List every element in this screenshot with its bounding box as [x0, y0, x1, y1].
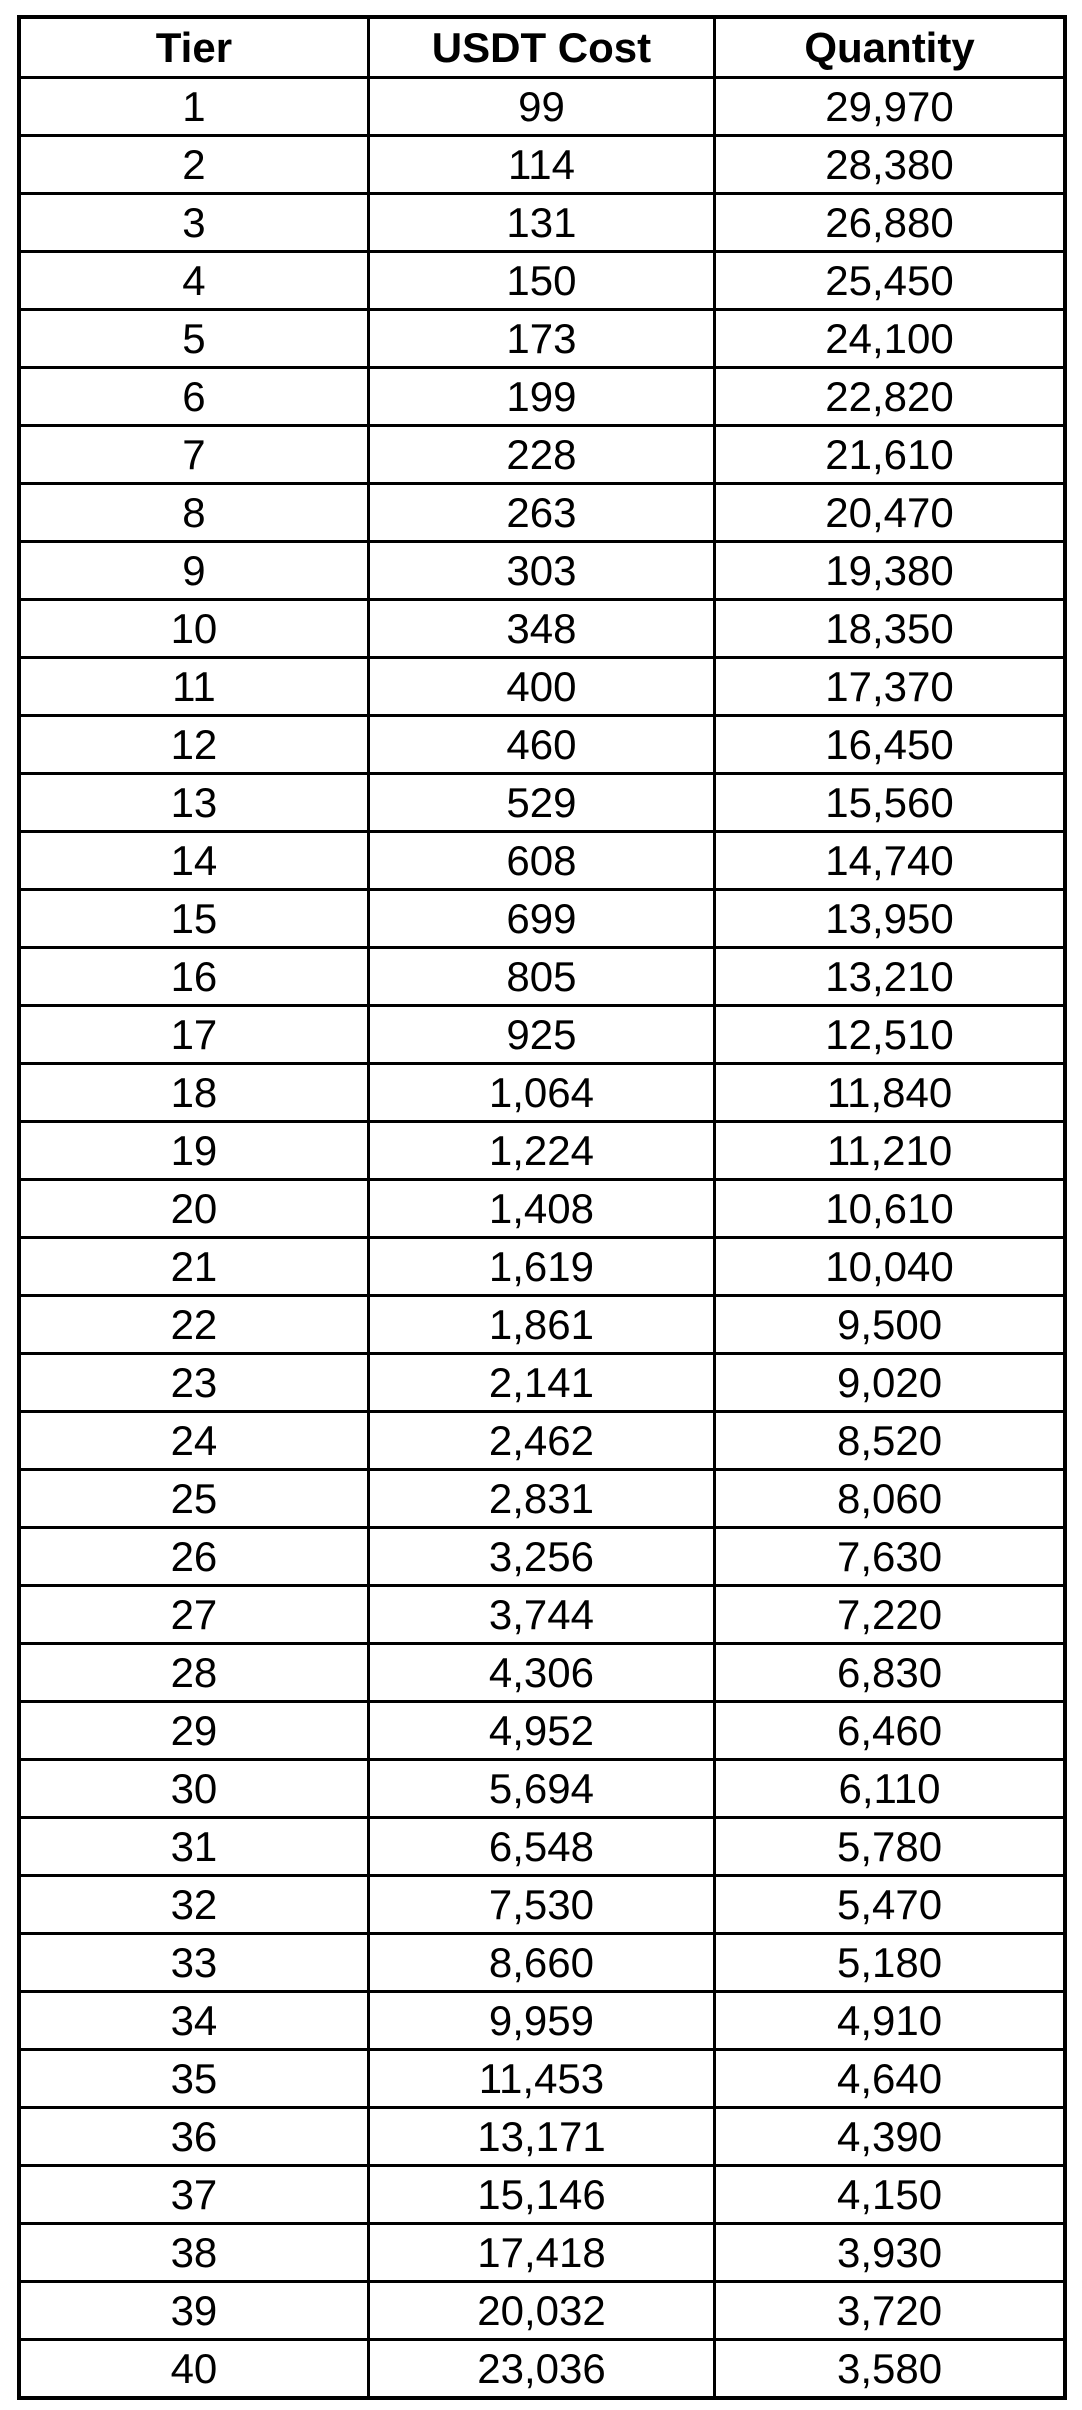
quantity-cell: 7,630 — [715, 1528, 1065, 1586]
table-row — [19, 1818, 1065, 1876]
tier-cell: 31 — [19, 1818, 368, 1876]
table-row — [19, 484, 1065, 542]
quantity-cell: 4,640 — [715, 2050, 1065, 2108]
quantity-cell: 4,910 — [715, 1992, 1065, 2050]
table-row — [19, 948, 1065, 1006]
table-row — [19, 2050, 1065, 2108]
usdt-cost-cell: 5,694 — [368, 1760, 714, 1818]
table-row — [19, 1992, 1065, 2050]
usdt-cost-cell: 131 — [368, 194, 714, 252]
tier-cell: 3 — [19, 194, 368, 252]
usdt-cost-cell: 17,418 — [368, 2224, 714, 2282]
tier-cell: 30 — [19, 1760, 368, 1818]
quantity-cell: 5,180 — [715, 1934, 1065, 1992]
table-row — [19, 1006, 1065, 1064]
quantity-cell: 9,500 — [715, 1296, 1065, 1354]
quantity-cell: 10,040 — [715, 1238, 1065, 1296]
usdt-cost-cell: 2,831 — [368, 1470, 714, 1528]
quantity-cell: 15,560 — [715, 774, 1065, 832]
quantity-cell: 4,390 — [715, 2108, 1065, 2166]
tier-cell: 28 — [19, 1644, 368, 1702]
tier-cell: 39 — [19, 2282, 368, 2340]
table-row — [19, 1644, 1065, 1702]
usdt-cost-cell: 699 — [368, 890, 714, 948]
table-row — [19, 1470, 1065, 1528]
quantity-cell: 10,610 — [715, 1180, 1065, 1238]
quantity-cell: 9,020 — [715, 1354, 1065, 1412]
quantity-cell: 21,610 — [715, 426, 1065, 484]
usdt-cost-cell: 99 — [368, 78, 714, 136]
usdt-cost-cell: 1,861 — [368, 1296, 714, 1354]
quantity-cell: 5,470 — [715, 1876, 1065, 1934]
usdt-cost-cell: 173 — [368, 310, 714, 368]
table-row — [19, 1586, 1065, 1644]
tier-cell: 8 — [19, 484, 368, 542]
table-row — [19, 194, 1065, 252]
tier-cell: 17 — [19, 1006, 368, 1064]
quantity-cell: 5,780 — [715, 1818, 1065, 1876]
table-row — [19, 716, 1065, 774]
tier-cell: 18 — [19, 1064, 368, 1122]
usdt-cost-cell: 805 — [368, 948, 714, 1006]
table-row — [19, 658, 1065, 716]
usdt-cost-cell: 6,548 — [368, 1818, 714, 1876]
tier-cell: 29 — [19, 1702, 368, 1760]
usdt-cost-cell: 460 — [368, 716, 714, 774]
tier-cell: 19 — [19, 1122, 368, 1180]
tier-cell: 27 — [19, 1586, 368, 1644]
tier-cell: 1 — [19, 78, 368, 136]
header-row — [19, 17, 1065, 78]
tier-cell: 38 — [19, 2224, 368, 2282]
tier-cell: 24 — [19, 1412, 368, 1470]
tier-cell: 10 — [19, 600, 368, 658]
table-row — [19, 1528, 1065, 1586]
table-row — [19, 136, 1065, 194]
quantity-cell: 3,580 — [715, 2340, 1065, 2399]
usdt-cost-cell: 925 — [368, 1006, 714, 1064]
table-body — [19, 78, 1065, 2399]
table-row — [19, 1876, 1065, 1934]
tier-cell: 35 — [19, 2050, 368, 2108]
quantity-cell: 24,100 — [715, 310, 1065, 368]
usdt-cost-cell: 13,171 — [368, 2108, 714, 2166]
tier-cell: 23 — [19, 1354, 368, 1412]
usdt-cost-cell: 1,064 — [368, 1064, 714, 1122]
usdt-cost-cell: 228 — [368, 426, 714, 484]
table-row — [19, 1238, 1065, 1296]
usdt-cost-cell: 4,306 — [368, 1644, 714, 1702]
quantity-cell: 19,380 — [715, 542, 1065, 600]
table-row — [19, 2282, 1065, 2340]
table-row — [19, 426, 1065, 484]
col-header-quantity: Quantity — [715, 17, 1065, 78]
table-row — [19, 832, 1065, 890]
usdt-cost-cell: 114 — [368, 136, 714, 194]
tier-cell: 25 — [19, 1470, 368, 1528]
quantity-cell: 16,450 — [715, 716, 1065, 774]
quantity-cell: 6,830 — [715, 1644, 1065, 1702]
tier-cell: 5 — [19, 310, 368, 368]
quantity-cell: 3,930 — [715, 2224, 1065, 2282]
table-row — [19, 1296, 1065, 1354]
quantity-cell: 6,110 — [715, 1760, 1065, 1818]
tier-cell: 6 — [19, 368, 368, 426]
usdt-cost-cell: 263 — [368, 484, 714, 542]
tier-pricing-table — [17, 15, 1067, 2400]
tier-cell: 12 — [19, 716, 368, 774]
tier-cell: 2 — [19, 136, 368, 194]
usdt-cost-cell: 2,462 — [368, 1412, 714, 1470]
usdt-cost-cell: 400 — [368, 658, 714, 716]
tier-cell: 15 — [19, 890, 368, 948]
tier-cell: 36 — [19, 2108, 368, 2166]
quantity-cell: 4,150 — [715, 2166, 1065, 2224]
usdt-cost-cell: 11,453 — [368, 2050, 714, 2108]
usdt-cost-cell: 3,744 — [368, 1586, 714, 1644]
table-row — [19, 600, 1065, 658]
tier-cell: 13 — [19, 774, 368, 832]
table-row — [19, 774, 1065, 832]
quantity-cell: 28,380 — [715, 136, 1065, 194]
usdt-cost-cell: 348 — [368, 600, 714, 658]
quantity-cell: 13,210 — [715, 948, 1065, 1006]
quantity-cell: 22,820 — [715, 368, 1065, 426]
quantity-cell: 7,220 — [715, 1586, 1065, 1644]
tier-cell: 40 — [19, 2340, 368, 2399]
quantity-cell: 6,460 — [715, 1702, 1065, 1760]
quantity-cell: 3,720 — [715, 2282, 1065, 2340]
table-row — [19, 368, 1065, 426]
quantity-cell: 11,210 — [715, 1122, 1065, 1180]
table-row — [19, 252, 1065, 310]
tier-cell: 32 — [19, 1876, 368, 1934]
quantity-cell: 8,060 — [715, 1470, 1065, 1528]
table-row — [19, 1412, 1065, 1470]
usdt-cost-cell: 23,036 — [368, 2340, 714, 2399]
usdt-cost-cell: 15,146 — [368, 2166, 714, 2224]
table-row — [19, 1760, 1065, 1818]
usdt-cost-cell: 150 — [368, 252, 714, 310]
table-row — [19, 1354, 1065, 1412]
quantity-cell: 11,840 — [715, 1064, 1065, 1122]
quantity-cell: 13,950 — [715, 890, 1065, 948]
tier-cell: 22 — [19, 1296, 368, 1354]
table-row — [19, 1934, 1065, 1992]
col-header-tier: Tier — [19, 17, 368, 78]
usdt-cost-cell: 7,530 — [368, 1876, 714, 1934]
tier-cell: 33 — [19, 1934, 368, 1992]
table-row — [19, 1702, 1065, 1760]
table-row — [19, 2166, 1065, 2224]
tier-cell: 20 — [19, 1180, 368, 1238]
quantity-cell: 18,350 — [715, 600, 1065, 658]
quantity-cell: 14,740 — [715, 832, 1065, 890]
tier-cell: 7 — [19, 426, 368, 484]
table-row — [19, 890, 1065, 948]
usdt-cost-cell: 199 — [368, 368, 714, 426]
usdt-cost-cell: 1,619 — [368, 1238, 714, 1296]
usdt-cost-cell: 8,660 — [368, 1934, 714, 1992]
quantity-cell: 17,370 — [715, 658, 1065, 716]
quantity-cell: 29,970 — [715, 78, 1065, 136]
tier-cell: 11 — [19, 658, 368, 716]
tier-cell: 34 — [19, 1992, 368, 2050]
usdt-cost-cell: 303 — [368, 542, 714, 600]
usdt-cost-cell: 2,141 — [368, 1354, 714, 1412]
usdt-cost-cell: 608 — [368, 832, 714, 890]
tier-cell: 21 — [19, 1238, 368, 1296]
quantity-cell: 12,510 — [715, 1006, 1065, 1064]
quantity-cell: 20,470 — [715, 484, 1065, 542]
col-header-usdt-cost: USDT Cost — [368, 17, 714, 78]
table-row — [19, 310, 1065, 368]
usdt-cost-cell: 529 — [368, 774, 714, 832]
tier-cell: 9 — [19, 542, 368, 600]
quantity-cell: 25,450 — [715, 252, 1065, 310]
tier-cell: 14 — [19, 832, 368, 890]
tier-pricing-table-container — [17, 15, 1067, 2400]
table-row — [19, 542, 1065, 600]
table-row — [19, 78, 1065, 136]
table-row — [19, 2108, 1065, 2166]
usdt-cost-cell: 4,952 — [368, 1702, 714, 1760]
tier-cell: 16 — [19, 948, 368, 1006]
table-row — [19, 2224, 1065, 2282]
quantity-cell: 8,520 — [715, 1412, 1065, 1470]
tier-cell: 4 — [19, 252, 368, 310]
table-row — [19, 1180, 1065, 1238]
table-row — [19, 1064, 1065, 1122]
tier-cell: 37 — [19, 2166, 368, 2224]
usdt-cost-cell: 3,256 — [368, 1528, 714, 1586]
usdt-cost-cell: 1,408 — [368, 1180, 714, 1238]
quantity-cell: 26,880 — [715, 194, 1065, 252]
table-row — [19, 2340, 1065, 2399]
tier-cell: 26 — [19, 1528, 368, 1586]
usdt-cost-cell: 1,224 — [368, 1122, 714, 1180]
usdt-cost-cell: 9,959 — [368, 1992, 714, 2050]
table-row — [19, 1122, 1065, 1180]
usdt-cost-cell: 20,032 — [368, 2282, 714, 2340]
